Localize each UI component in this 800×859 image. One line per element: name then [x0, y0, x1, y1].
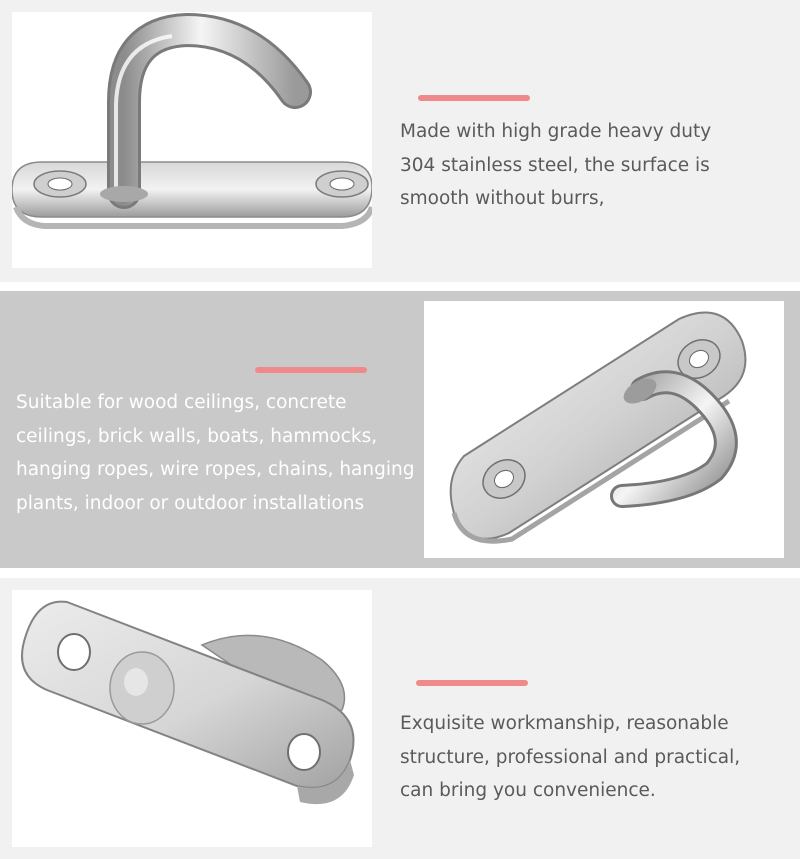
- feature-description-applications: [16, 386, 414, 520]
- product-photo-angled: [424, 301, 784, 558]
- description-line: Made with high grade heavy duty: [400, 121, 712, 142]
- description-line: 304 stainless steel, the surface is: [400, 154, 710, 176]
- accent-bar: [416, 680, 528, 686]
- hook-back-illustration: [12, 590, 372, 847]
- hook-front-illustration: [12, 12, 372, 268]
- description-line: ceilings, brick walls, boats, hammocks,: [16, 425, 378, 447]
- accent-bar: [418, 95, 530, 101]
- feature-description-workmanship: [400, 707, 740, 808]
- description-line: plants, indoor or outdoor installations: [16, 492, 365, 514]
- description-line: hanging ropes, wire ropes, chains, hanging: [16, 459, 415, 480]
- description-line: Suitable for wood ceilings, concrete: [16, 392, 347, 413]
- description-line: Exquisite workmanship, reasonable: [400, 713, 729, 734]
- description-line: can bring you convenience.: [400, 780, 656, 801]
- product-photo-back: [12, 590, 372, 847]
- feature-description-material: [400, 115, 711, 216]
- description-line: structure, professional and practical,: [400, 746, 741, 768]
- accent-bar: [255, 367, 367, 373]
- product-photo-front: [12, 12, 372, 268]
- description-line: smooth without burrs,: [400, 188, 605, 209]
- hook-angled-illustration: [424, 301, 784, 558]
